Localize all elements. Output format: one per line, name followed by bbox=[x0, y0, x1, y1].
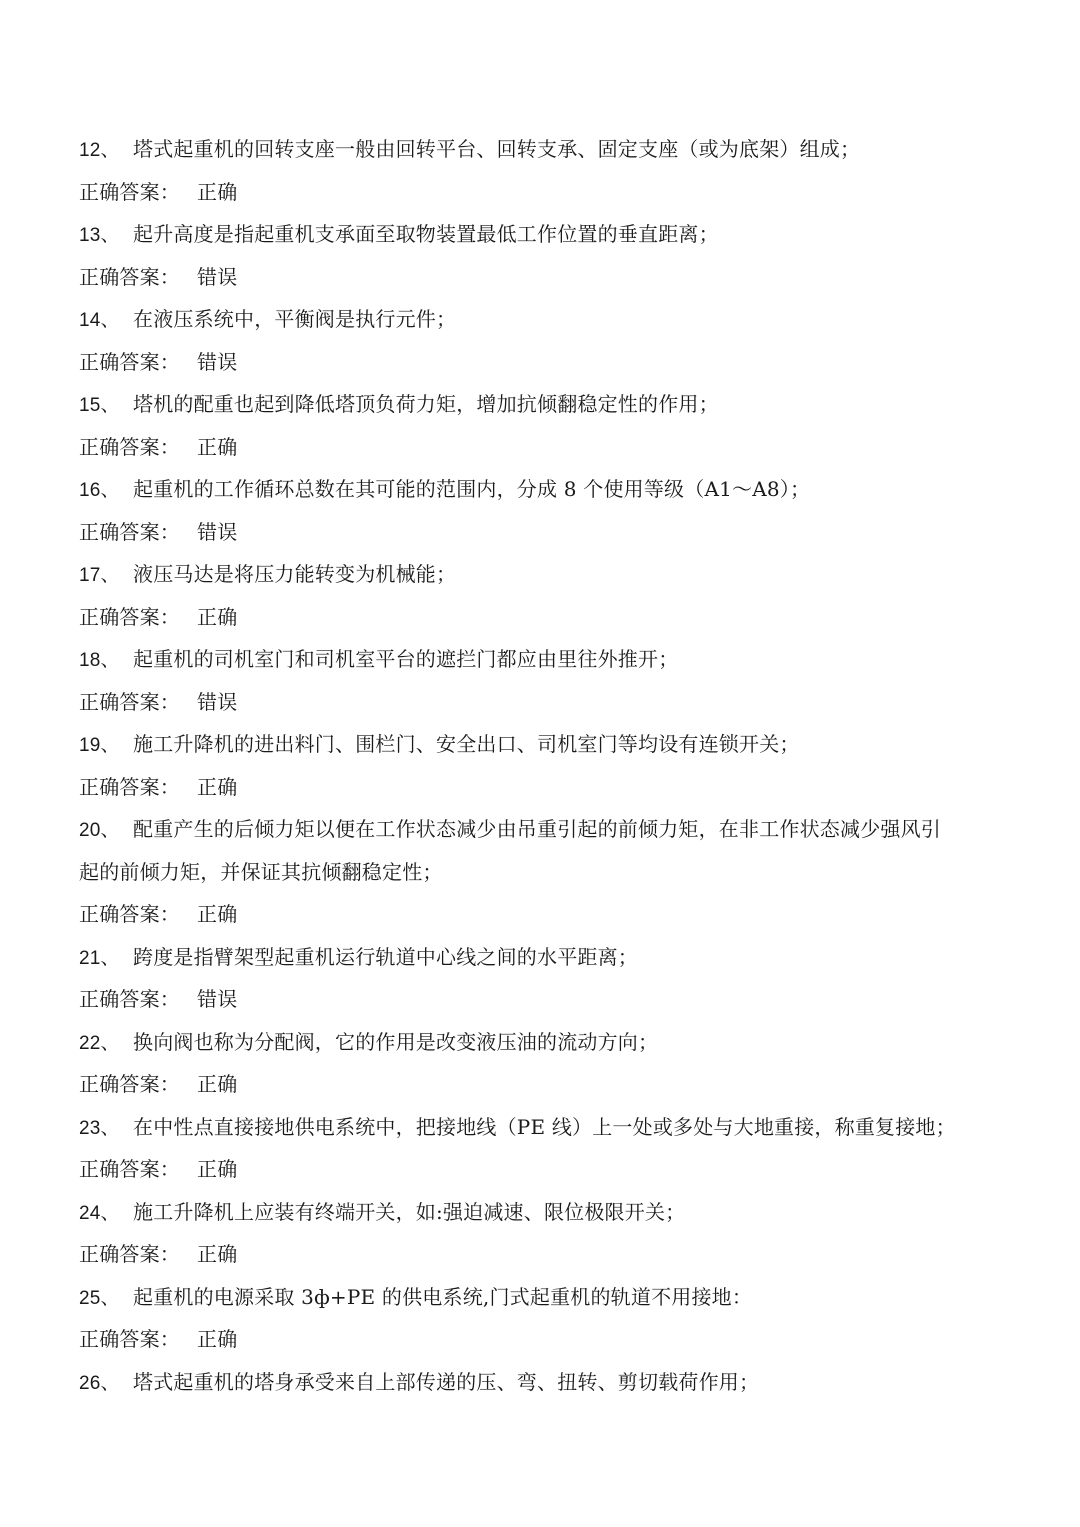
answer-23 bbox=[79, 1148, 1009, 1191]
question-text: 配重产生的后倾力矩以便在工作状态减少由吊重引起的前倾力矩，在非工作状态减少强风引 bbox=[133, 817, 941, 841]
question-number: 15、 bbox=[79, 395, 120, 416]
answer-17 bbox=[79, 596, 1009, 639]
answer-label: 正确答案： bbox=[79, 519, 180, 544]
question-18 bbox=[79, 638, 1009, 681]
question-number: 25、 bbox=[79, 1287, 120, 1309]
answer-label: 正确答案： bbox=[79, 987, 180, 1011]
answer-20 bbox=[79, 893, 1009, 936]
answer-label: 正确答案： bbox=[79, 1242, 180, 1266]
question-19 bbox=[79, 723, 1009, 766]
question-text: 在液压系统中，平衡阀是执行元件； bbox=[133, 307, 457, 331]
answer-label: 正确答案： bbox=[79, 689, 180, 714]
question-number: 12、 bbox=[79, 140, 120, 161]
answer-value: 错误 bbox=[197, 987, 238, 1011]
question-13 bbox=[79, 213, 1009, 256]
question-26 bbox=[79, 1361, 1009, 1404]
question-20-continuation bbox=[79, 851, 1009, 894]
answer-18 bbox=[79, 681, 1009, 724]
answer-value: 正确 bbox=[197, 604, 238, 629]
question-12 bbox=[79, 128, 1009, 171]
answer-value: 正确 bbox=[197, 434, 238, 459]
question-text: 施工升降机的进出料门、围栏门、安全出口、司机室门等均设有连锁开关； bbox=[133, 732, 800, 756]
question-text-continuation: 起的前倾力矩，并保证其抗倾翻稳定性； bbox=[79, 859, 443, 884]
question-text: 起重机的工作循环总数在其可能的范围内，分成 8 个使用等级（A1～A8）； bbox=[133, 477, 811, 501]
question-22 bbox=[79, 1021, 1009, 1064]
question-number: 17、 bbox=[79, 565, 120, 586]
answer-14 bbox=[79, 341, 1009, 384]
answer-value: 错误 bbox=[197, 264, 238, 289]
answer-label: 正确答案： bbox=[79, 1327, 180, 1351]
question-number: 19、 bbox=[79, 735, 120, 756]
question-number: 24、 bbox=[79, 1202, 120, 1224]
answer-value: 正确 bbox=[197, 902, 238, 926]
question-number: 14、 bbox=[79, 310, 120, 331]
answer-16 bbox=[79, 511, 1009, 554]
question-number: 13、 bbox=[79, 225, 120, 246]
question-23 bbox=[79, 1106, 1009, 1149]
question-number: 21、 bbox=[79, 947, 120, 969]
answer-15 bbox=[79, 426, 1009, 469]
question-number: 18、 bbox=[79, 650, 120, 671]
answer-value: 正确 bbox=[197, 1327, 238, 1351]
question-list bbox=[79, 128, 1009, 1403]
question-number: 20、 bbox=[79, 820, 120, 841]
question-text: 施工升降机上应装有终端开关，如:强迫减速、限位极限开关； bbox=[133, 1199, 686, 1224]
question-text: 起重机的电源采取 3ф+PE 的供电系统,门式起重机的轨道不用接地： bbox=[133, 1284, 753, 1309]
question-20 bbox=[79, 808, 1009, 851]
answer-value: 正确 bbox=[197, 1157, 238, 1181]
answer-13 bbox=[79, 256, 1009, 299]
answer-22 bbox=[79, 1063, 1009, 1106]
question-text: 液压马达是将压力能转变为机械能； bbox=[133, 562, 457, 586]
answer-value: 错误 bbox=[197, 689, 238, 714]
answer-label: 正确答案： bbox=[79, 774, 180, 799]
answer-12 bbox=[79, 171, 1009, 214]
answer-label: 正确答案： bbox=[79, 1072, 180, 1096]
question-text: 塔式起重机的塔身承受来自上部传递的压、弯、扭转、剪切载荷作用； bbox=[133, 1369, 760, 1394]
question-number: 26、 bbox=[79, 1372, 120, 1394]
answer-label: 正确答案： bbox=[79, 349, 180, 374]
question-number: 16、 bbox=[79, 480, 120, 501]
answer-value: 正确 bbox=[197, 1242, 238, 1266]
answer-24 bbox=[79, 1233, 1009, 1276]
question-text: 塔式起重机的回转支座一般由回转平台、回转支承、固定支座（或为底架）组成； bbox=[133, 137, 861, 161]
question-text: 塔机的配重也起到降低塔顶负荷力矩，增加抗倾翻稳定性的作用； bbox=[133, 392, 719, 416]
question-number: 22、 bbox=[79, 1032, 120, 1054]
question-number: 23、 bbox=[79, 1117, 120, 1139]
answer-label: 正确答案： bbox=[79, 902, 180, 926]
answer-25 bbox=[79, 1318, 1009, 1361]
question-text: 起升高度是指起重机支承面至取物装置最低工作位置的垂直距离； bbox=[133, 222, 719, 246]
answer-label: 正确答案： bbox=[79, 179, 180, 204]
question-text: 换向阀也称为分配阀，它的作用是改变液压油的流动方向； bbox=[133, 1029, 659, 1054]
answer-label: 正确答案： bbox=[79, 434, 180, 459]
question-17 bbox=[79, 553, 1009, 596]
question-16 bbox=[79, 468, 1009, 511]
answer-label: 正确答案： bbox=[79, 1157, 180, 1181]
answer-19 bbox=[79, 766, 1009, 809]
question-15 bbox=[79, 383, 1009, 426]
answer-value: 正确 bbox=[197, 179, 238, 204]
question-text: 在中性点直接接地供电系统中，把接地线（PE 线）上一处或多处与大地重接，称重复接地； bbox=[133, 1114, 956, 1139]
answer-value: 错误 bbox=[197, 349, 238, 374]
answer-value: 正确 bbox=[197, 774, 238, 799]
question-text: 跨度是指臂架型起重机运行轨道中心线之间的水平距离； bbox=[133, 944, 638, 969]
question-25 bbox=[79, 1276, 1009, 1319]
answer-label: 正确答案： bbox=[79, 604, 180, 629]
question-14 bbox=[79, 298, 1009, 341]
answer-label: 正确答案： bbox=[79, 264, 180, 289]
answer-21 bbox=[79, 978, 1009, 1021]
question-21 bbox=[79, 936, 1009, 979]
question-24 bbox=[79, 1191, 1009, 1234]
answer-value: 正确 bbox=[197, 1072, 238, 1096]
question-text: 起重机的司机室门和司机室平台的遮拦门都应由里往外推开； bbox=[133, 647, 679, 671]
answer-value: 错误 bbox=[197, 519, 238, 544]
